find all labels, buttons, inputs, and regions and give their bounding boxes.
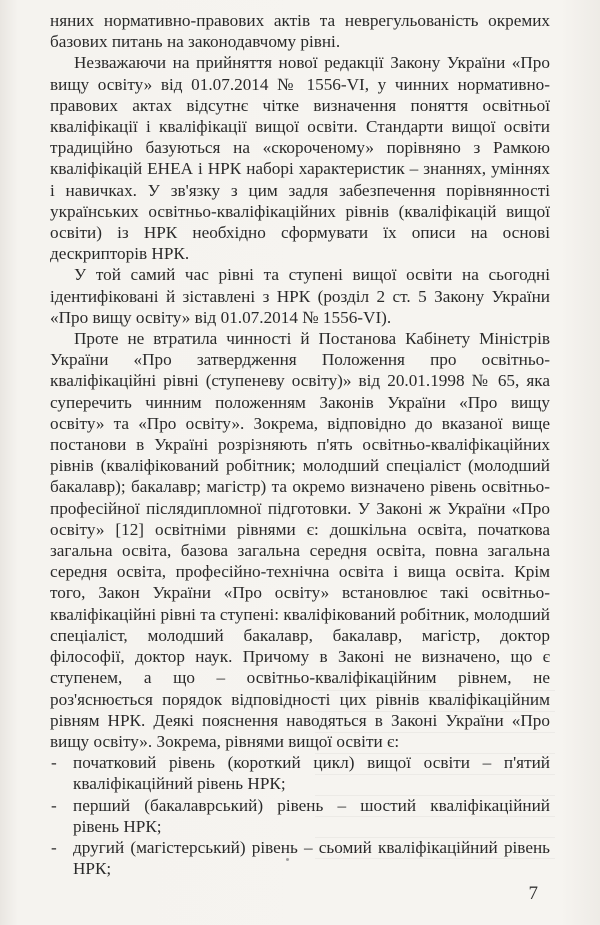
list-marker: -	[51, 795, 57, 815]
list-marker: -	[51, 753, 57, 773]
list-item	[50, 752, 550, 794]
education-levels-list	[50, 752, 550, 879]
paragraph-law-definition: Незважаючи на прийняття нової редакції Закону України «Про вищу освіту» від 01.07.2014 № 1556-VI, у чинних нормативно-правових актах відсутнє чітке визначення поняття освітньої кваліфікації і кваліфікації вищої освіти. Стандарти вищої освіти традиційно базуються на «скороченому» порівняно з Рамкою кваліфікацій ЕНЕА і НРК наборі характеристик – знаннях, уміннях і навичках. У зв'язку з цим задля забезпечення порівнянності українських освітньо-кваліфікаційних рівнів (кваліфікацій вищої освіти) із НРК необхідно сформувати їх описи на основі дескрипторів НРК.	[50, 53, 550, 264]
body-text	[50, 10, 550, 879]
list-item-text: другий (магістерський) рівень – сьомий кваліфікаційний рівень НРК;	[73, 837, 550, 879]
paragraph-resolution: Проте не втратила чинності й Постанова Кабінету Міністрів України «Про затвердження Положення про освітньо-кваліфікаційні рівні (ступеневу освіту)» від 20.01.1998 № 65, яка суперечить чинним положенням Законів України «Про вищу освіту» та «Про освіту». Зокрема, відповідно до вказаної вище постанови в Україні розрізняють п'ять освітньо-кваліфікаційних рівнів (кваліфікований робітник; молодший спеціаліст (молодший бакалавр); бакалавр; магістр) та окремо визначено рівень освітньо-професійної післядипломної підготовки. У Законі ж України «Про освіту» [12] освітніми рівнями є: дошкільна освіта, початкова загальна освіта, базова загальна середня освіта, повна загальна середня освіта, професійно-технічна освіта і вища освіта. Крім того, Закон України «Про освіту» встановлює такі освітньо-кваліфікаційні рівні та ступені: кваліфікований робітник, молодший спеціаліст, молодший бакалавр, бакалавр, магістр, доктор філософії, доктор наук. Причому в Законі не визначено, що є ступенем, а що – освітньо-кваліфікаційним рівнем, не роз'яснюється порядок відповідності цих рівнів кваліфікаційним рівням НРК. Деякі пояснення наводяться в Законі України «Про вищу освіту». Зокрема, рівнями вищої освіти є:	[50, 329, 550, 751]
paper-speck	[286, 858, 289, 861]
list-marker: -	[51, 837, 57, 857]
page-number: 7	[528, 883, 538, 904]
list-item-text: початковий рівень (короткий цикл) вищої освіти – п'ятий кваліфікаційний рівень НРК;	[73, 753, 550, 794]
list-item	[50, 837, 550, 879]
paragraph-continuation: няних нормативно-правових актів та неврегульованість окремих базових питань на законодавчому рівні.	[50, 11, 550, 52]
list-item	[50, 795, 550, 837]
paragraph-levels-identified: У той самий час рівні та ступені вищої освіти на сьогодні ідентифіковані й зіставлені з НРК (розділ 2 ст. 5 Закону України «Про вищу освіту» від 01.07.2014 № 1556-VI).	[50, 265, 550, 327]
list-item-text: перший (бакалаврський) рівень – шостий кваліфікаційний рівень НРК;	[73, 795, 550, 836]
